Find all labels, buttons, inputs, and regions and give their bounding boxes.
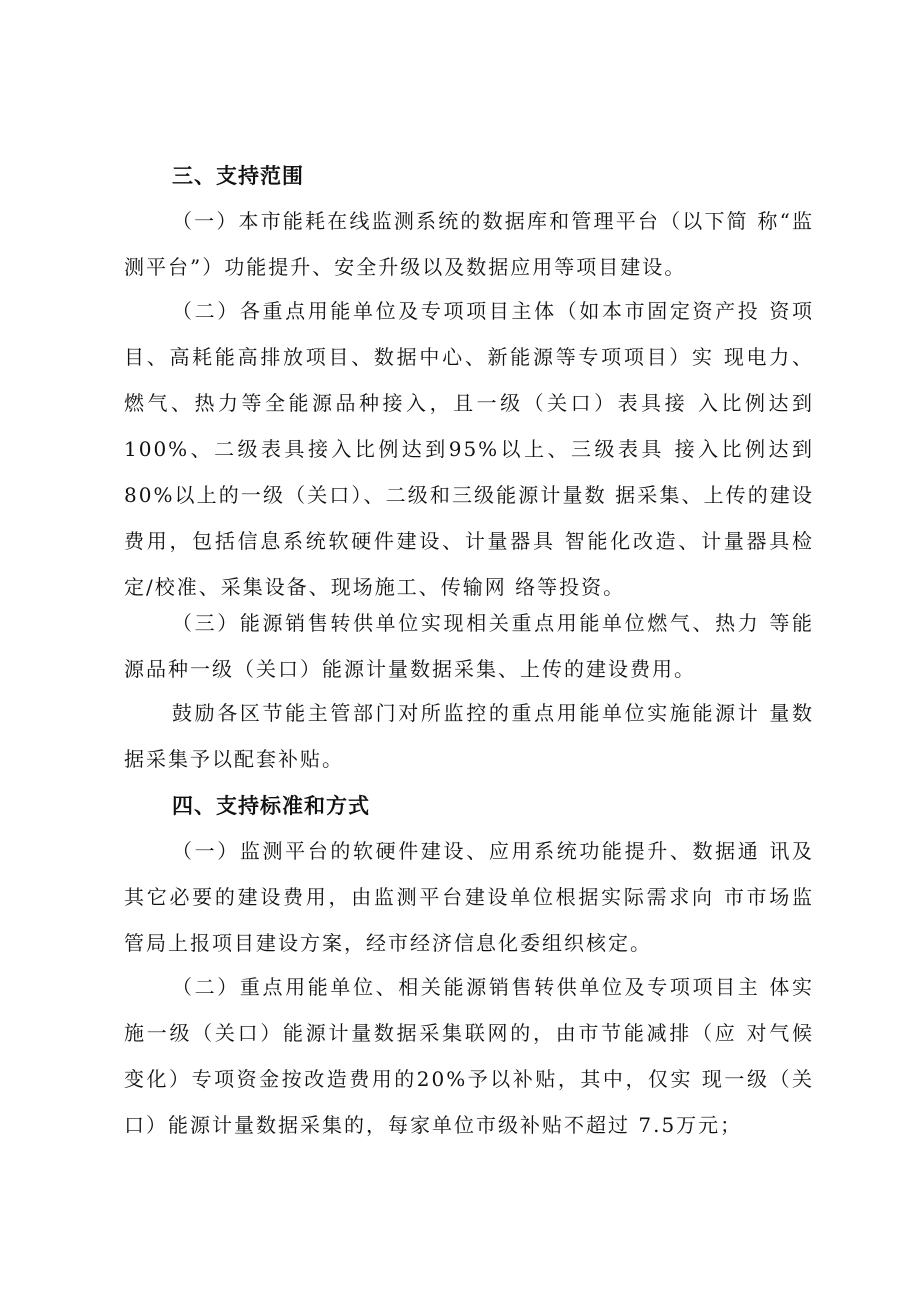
section-3-paragraph-1: （一）本市能耗在线监测系统的数据库和管理平台（以下简 称“监测平台”）功能提升、安全升级以及数据应用等项目建设。 (124, 209, 814, 279)
section-3-paragraph-3: （三）能源销售转供单位实现相关重点用能单位燃气、热力 等能源品种一级（关口）能源计量数据采集、上传的建设费用。 (124, 611, 814, 681)
section-3-paragraph-2: （二）各重点用能单位及专项项目主体（如本市固定资产投 资项目、高耗能高排放项目、数据中心、新能源等专项项目）实 现电力、燃气、热力等全能源品种接入，且一级（关口）表具接 入比例达到100%、二级表具接入比例达到95%以上、三级表具 接入比例达到80%以上的一级（关口）、二级和三级能源计量数 据采集、上传的建设费用，包括信息系统软硬件建设、计量器具 智能化改造、计量器具检定/校准、采集设备、现场施工、传输网 络等投资。 (124, 299, 814, 599)
section-3-paragraph-4: 鼓励各区节能主管部门对所监控的重点用能单位实施能源计 量数据采集予以配套补贴。 (124, 701, 814, 771)
section-4-paragraph-2: （二）重点用能单位、相关能源销售转供单位及专项项目主 体实施一级（关口）能源计量数据采集联网的，由市节能减排（应 对气候变化）专项资金按改造费用的20%予以补贴，其中，仅实 现一级（关口）能源计量数据采集的，每家单位市级补贴不超过 7.5万元； (124, 975, 814, 1137)
section-4-heading: 四、支持标准和方式 (172, 794, 370, 818)
section-4-paragraph-1: （一）监测平台的软硬件建设、应用系统功能提升、数据通 讯及其它必要的建设费用，由监测平台建设单位根据实际需求向 市市场监管局上报项目建设方案，经市经济信息化委组织核定。 (124, 839, 814, 955)
section-3-heading: 三、支持范围 (172, 164, 304, 188)
